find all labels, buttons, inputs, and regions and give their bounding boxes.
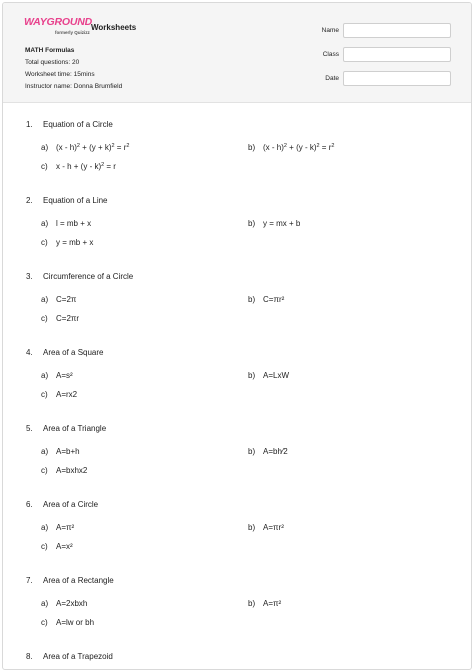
option-letter: a): [41, 219, 49, 228]
question-text: Area of a Rectangle: [43, 576, 114, 585]
question-text: Equation of a Line: [43, 196, 108, 205]
question-text: Area of a Triangle: [43, 424, 107, 433]
total-questions: Total questions: 20: [25, 59, 80, 66]
option-text: A=x²: [56, 542, 73, 551]
option-text: $(x - h)^2 + (y - k)^2 = r^2$: [263, 143, 335, 152]
option-text: C=2πr: [56, 314, 80, 323]
worksheet-title: MATH Formulas: [25, 47, 75, 54]
option-text: A=bh⁄2: [263, 447, 288, 456]
option-letter: a): [41, 295, 49, 304]
answer-option: [41, 295, 76, 304]
answer-option: [248, 295, 284, 304]
option-letter: a): [41, 523, 49, 532]
answer-option: [41, 162, 116, 171]
worksheet-time: Worksheet time: 15mins: [25, 71, 95, 78]
class-field[interactable]: [343, 47, 451, 62]
answer-option: [41, 466, 87, 475]
answer-option: [248, 447, 288, 456]
option-text: $(x - h)^2 + (y + k)^2 = r^2$: [56, 143, 130, 152]
option-letter: b): [248, 143, 256, 152]
option-text: A=LxW: [263, 371, 290, 380]
option-text: A=rx2: [56, 390, 78, 399]
option-letter: b): [248, 599, 256, 608]
question-number: 8.: [26, 652, 33, 661]
option-text: A=2xbxh: [56, 599, 88, 608]
answer-option: [41, 523, 74, 532]
option-text: x - h + (y - k)$^2$ = r: [56, 162, 116, 171]
name-field[interactable]: [343, 23, 451, 38]
option-text: C=πr²: [263, 295, 285, 304]
answer-option: [41, 219, 91, 228]
option-text: y = mb + x: [56, 238, 94, 247]
logo-subtext: formerly Quizizz: [55, 30, 90, 35]
answer-option: [41, 238, 93, 247]
answer-option: [41, 599, 87, 608]
option-letter: b): [248, 447, 256, 456]
option-letter: c): [41, 390, 48, 399]
option-letter: c): [41, 238, 48, 247]
option-letter: a): [41, 143, 49, 152]
answer-option: [248, 599, 281, 608]
answer-option: [41, 314, 79, 323]
name-label: Name: [321, 27, 339, 34]
option-letter: b): [248, 523, 256, 532]
option-text: A=s²: [56, 371, 73, 380]
logo-wordmark: WAYGROUND: [24, 16, 93, 28]
question-text: Area of a Square: [43, 348, 104, 357]
option-text: A=πr²: [263, 523, 284, 532]
brand-logo: [24, 16, 96, 38]
date-field[interactable]: [343, 71, 451, 86]
product-name: Worksheets: [91, 23, 137, 32]
question-text: Circumference of a Circle: [43, 272, 134, 281]
question-text: Area of a Trapezoid: [43, 652, 113, 661]
instructor-name: Instructor name: Donna Brumfield: [25, 83, 123, 90]
question-text: Equation of a Circle: [43, 120, 113, 129]
class-label: Class: [322, 51, 339, 58]
option-letter: c): [41, 618, 48, 627]
option-text: A=bxhx2: [56, 466, 88, 475]
option-letter: a): [41, 599, 49, 608]
option-letter: c): [41, 314, 48, 323]
question-number: 7.: [26, 576, 33, 585]
question-number: 6.: [26, 500, 33, 509]
option-text: A=lw or bh: [56, 618, 95, 627]
answer-option: [41, 618, 94, 627]
option-letter: c): [41, 466, 48, 475]
option-text: A=π²: [263, 599, 282, 608]
option-text: l = mb + x: [56, 219, 92, 228]
answer-option: [248, 143, 334, 152]
option-letter: c): [41, 542, 48, 551]
worksheet-page: [2, 2, 472, 670]
option-text: A=π²: [56, 523, 75, 532]
answer-option: [41, 447, 80, 456]
date-label: Date: [325, 75, 339, 82]
answer-option: [41, 542, 73, 551]
question-number: 1.: [26, 120, 33, 129]
question-number: 4.: [26, 348, 33, 357]
answer-option: [248, 523, 284, 532]
option-letter: a): [41, 371, 49, 380]
option-letter: c): [41, 162, 48, 171]
option-letter: b): [248, 295, 256, 304]
question-number: 5.: [26, 424, 33, 433]
option-text: C=2π: [56, 295, 77, 304]
option-text: A=b+h: [56, 447, 80, 456]
option-letter: b): [248, 371, 256, 380]
question-number: 2.: [26, 196, 33, 205]
option-text: y = mx + b: [263, 219, 301, 228]
answer-option: [41, 390, 77, 399]
option-letter: b): [248, 219, 256, 228]
question-text: Area of a Circle: [43, 500, 99, 509]
answer-option: [41, 371, 73, 380]
answer-option: [41, 143, 129, 152]
option-letter: a): [41, 447, 49, 456]
answer-option: [248, 219, 300, 228]
question-number: 3.: [26, 272, 33, 281]
worksheet-header: [3, 3, 471, 103]
answer-option: [248, 371, 289, 380]
